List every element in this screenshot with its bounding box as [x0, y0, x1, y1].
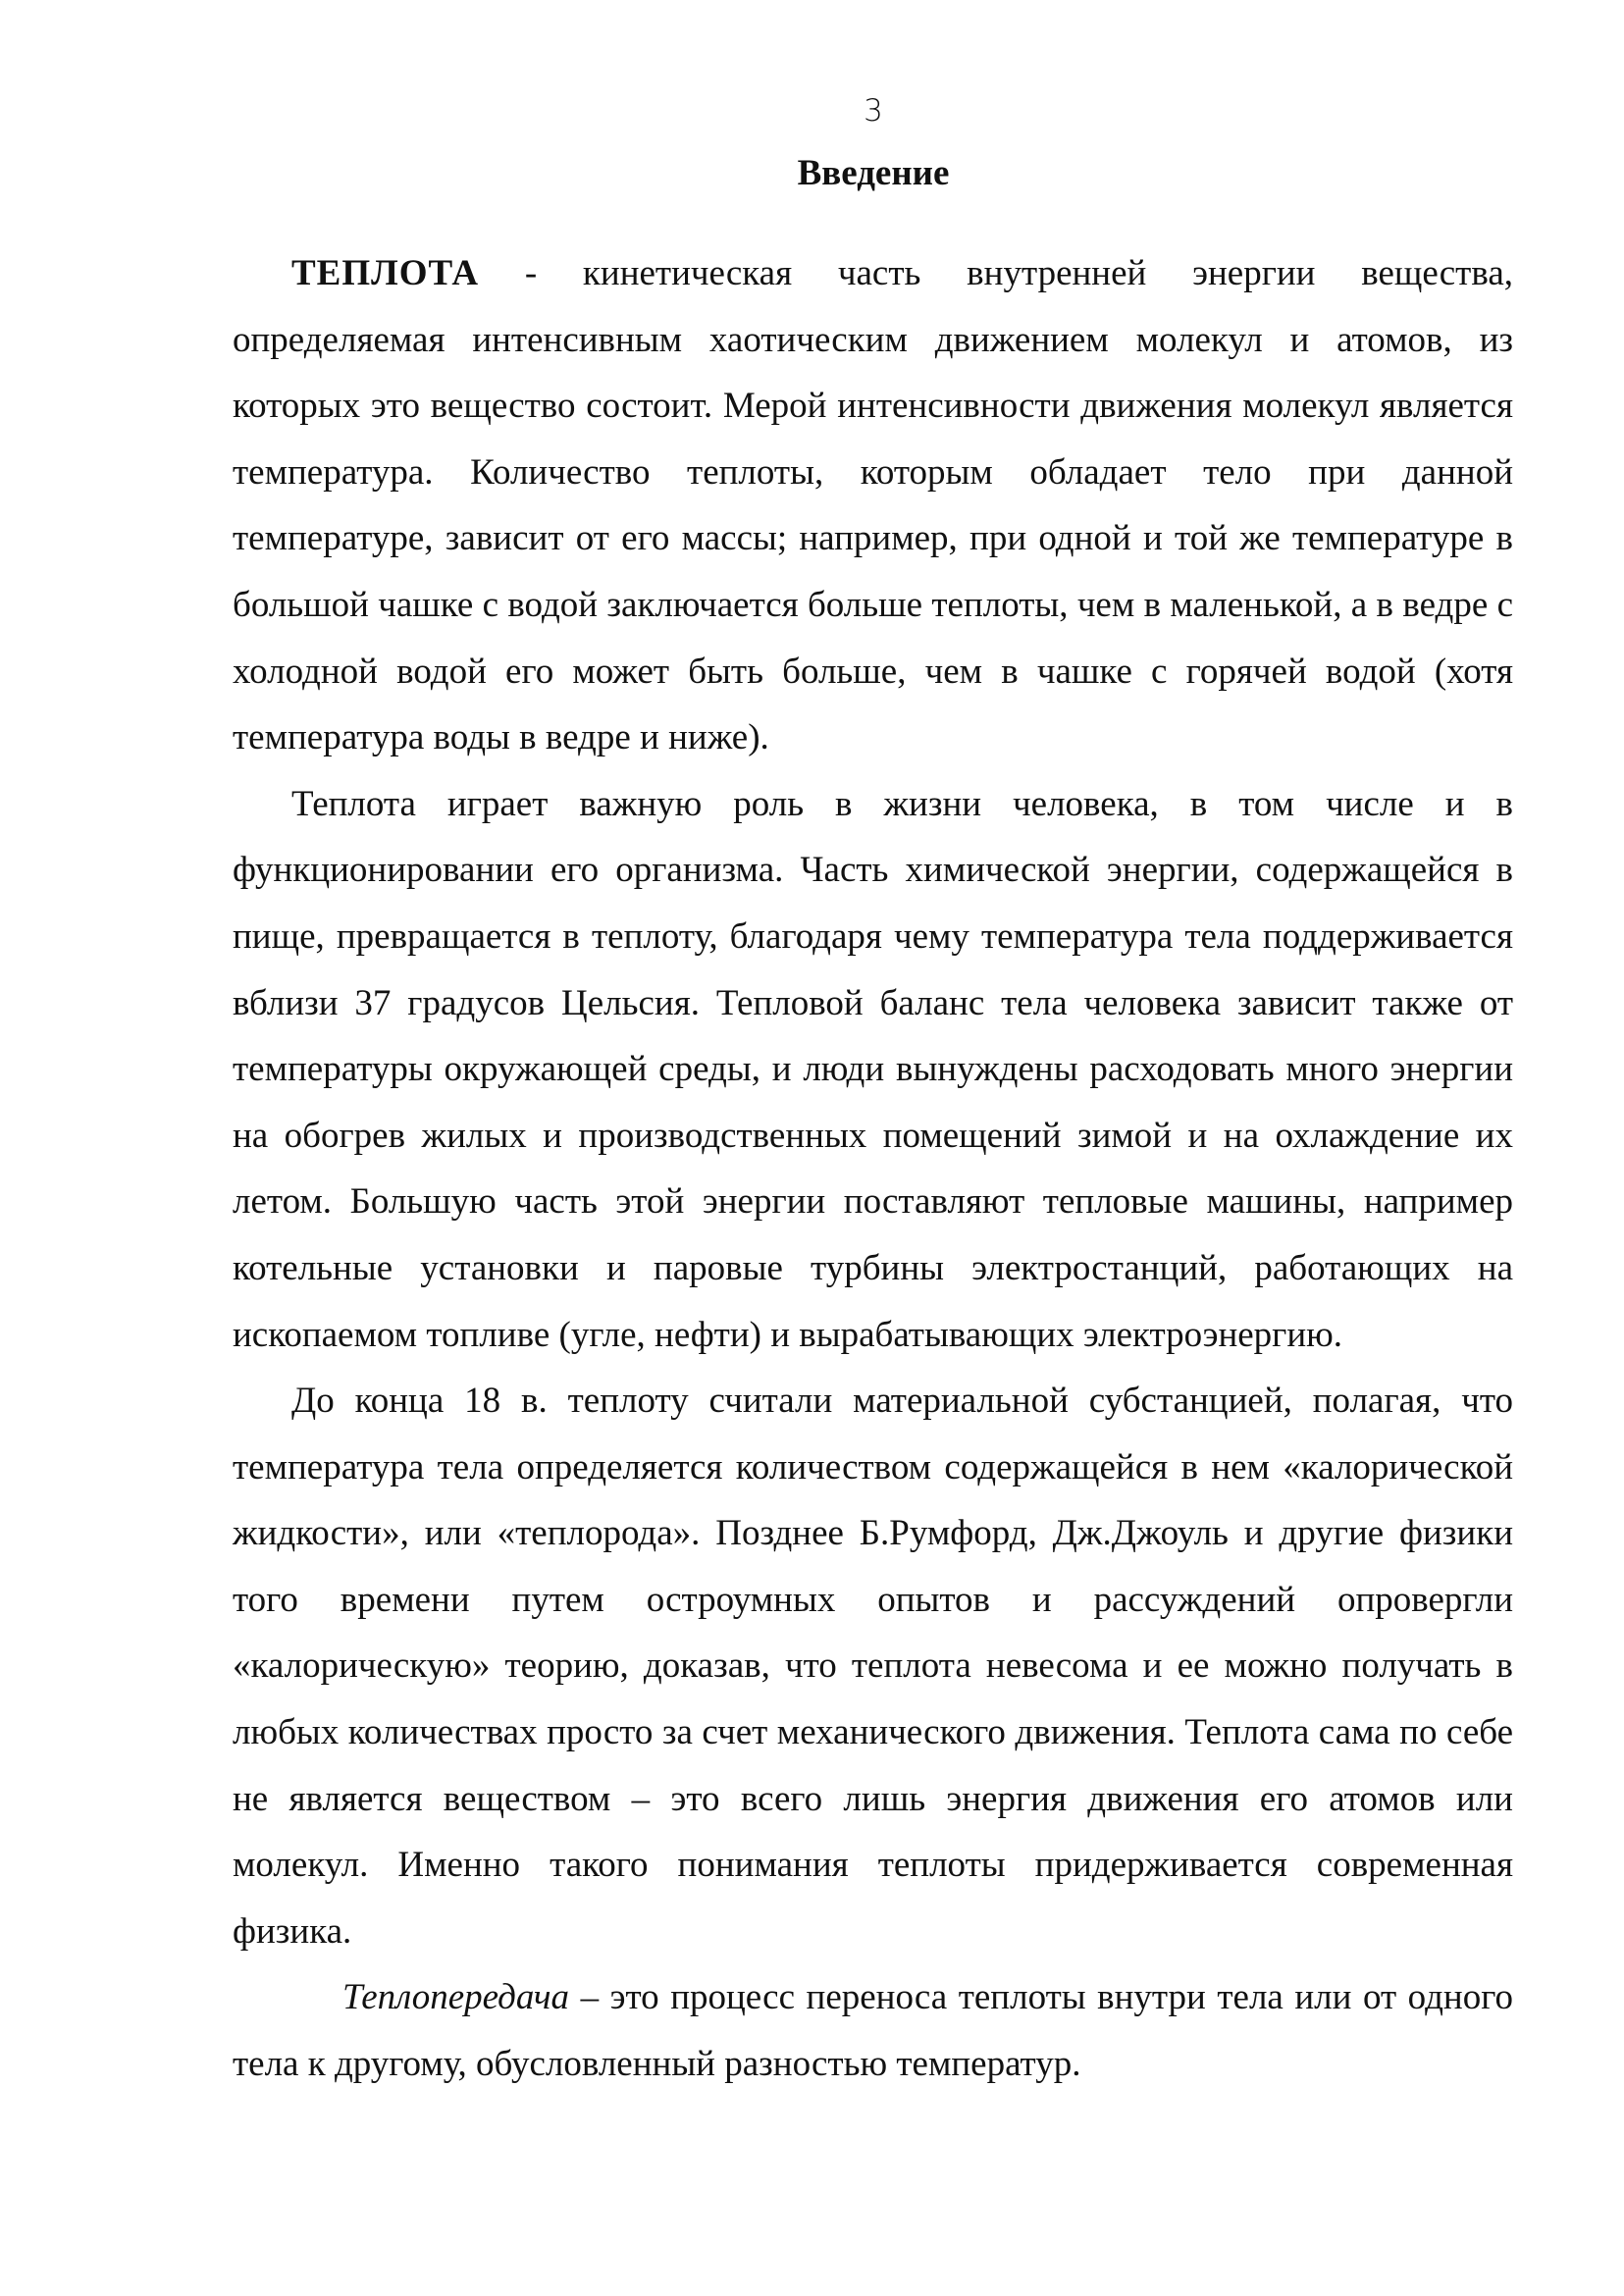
page-number: 3: [864, 93, 883, 129]
paragraph-role: [233, 771, 1513, 1368]
paragraph-history: [233, 1368, 1513, 1964]
paragraph-definition: [233, 240, 1513, 771]
term-teploperedacha: Теплопередача: [342, 1977, 570, 2018]
paragraph-text: Теплота играет важную роль в жизни человека, в том числе и в функционировании его организма. Часть химической энергии, содержащейся в пище, превращается в теплоту, благодаря чему температура тела поддерживается вблизи 37 градусов Цельсия. Тепловой баланс тела человека зависит также от температуры окружающей среды, и люди вынуждены расходовать много энергии на обогрев жилых и производственных помещений зимой и на охлаждение их летом. Большую часть этой энергии поставляют тепловые машины, например котельные установки и паровые турбины электростанций, работающих на ископаемом топливе (угле, нефти) и вырабатывающих электроэнергию.: [233, 783, 1513, 1355]
document-body: [233, 240, 1513, 2098]
term-teplota: ТЕПЛОТА: [291, 253, 480, 293]
section-heading: Введение: [797, 153, 950, 193]
paragraph-text: – это процесс переноса теплоты внутри тела или от одного тела к другому, обусловленный разностью температур.: [233, 1977, 1513, 2085]
paragraph-heat-transfer: [233, 1964, 1513, 2097]
paragraph-text: - кинетическая часть внутренней энергии вещества, определяемая интенсивным хаотическим движением молекул и атомов, из которых это вещество состоит. Мерой интенсивности движения молекул является температура. Количество теплоты, которым обладает тело при данной температуре, зависит от его массы; например, при одной и той же температуре в большой чашке с водой заключается больше теплоты, чем в маленькой, а в ведре с холодной водой его может быть больше, чем в чашке с горячей водой (хотя температура воды в ведре и ниже).: [233, 253, 1513, 758]
paragraph-text: До конца 18 в. теплоту считали материальной субстанцией, полагая, что температура тела определяется количеством содержащейся в нем «калорической жидкости», или «теплорода». Позднее Б.Румфорд, Дж.Джоуль и другие физики того времени путем остроумных опытов и рассуждений опровергли «калорическую» теорию, доказав, что теплота невесома и ее можно получать в любых количествах просто за счет механического движения. Теплота сама по себе не является веществом – это всего лишь энергия движения его атомов или молекул. Именно такого понимания теплоты придерживается современная физика.: [233, 1381, 1513, 1952]
